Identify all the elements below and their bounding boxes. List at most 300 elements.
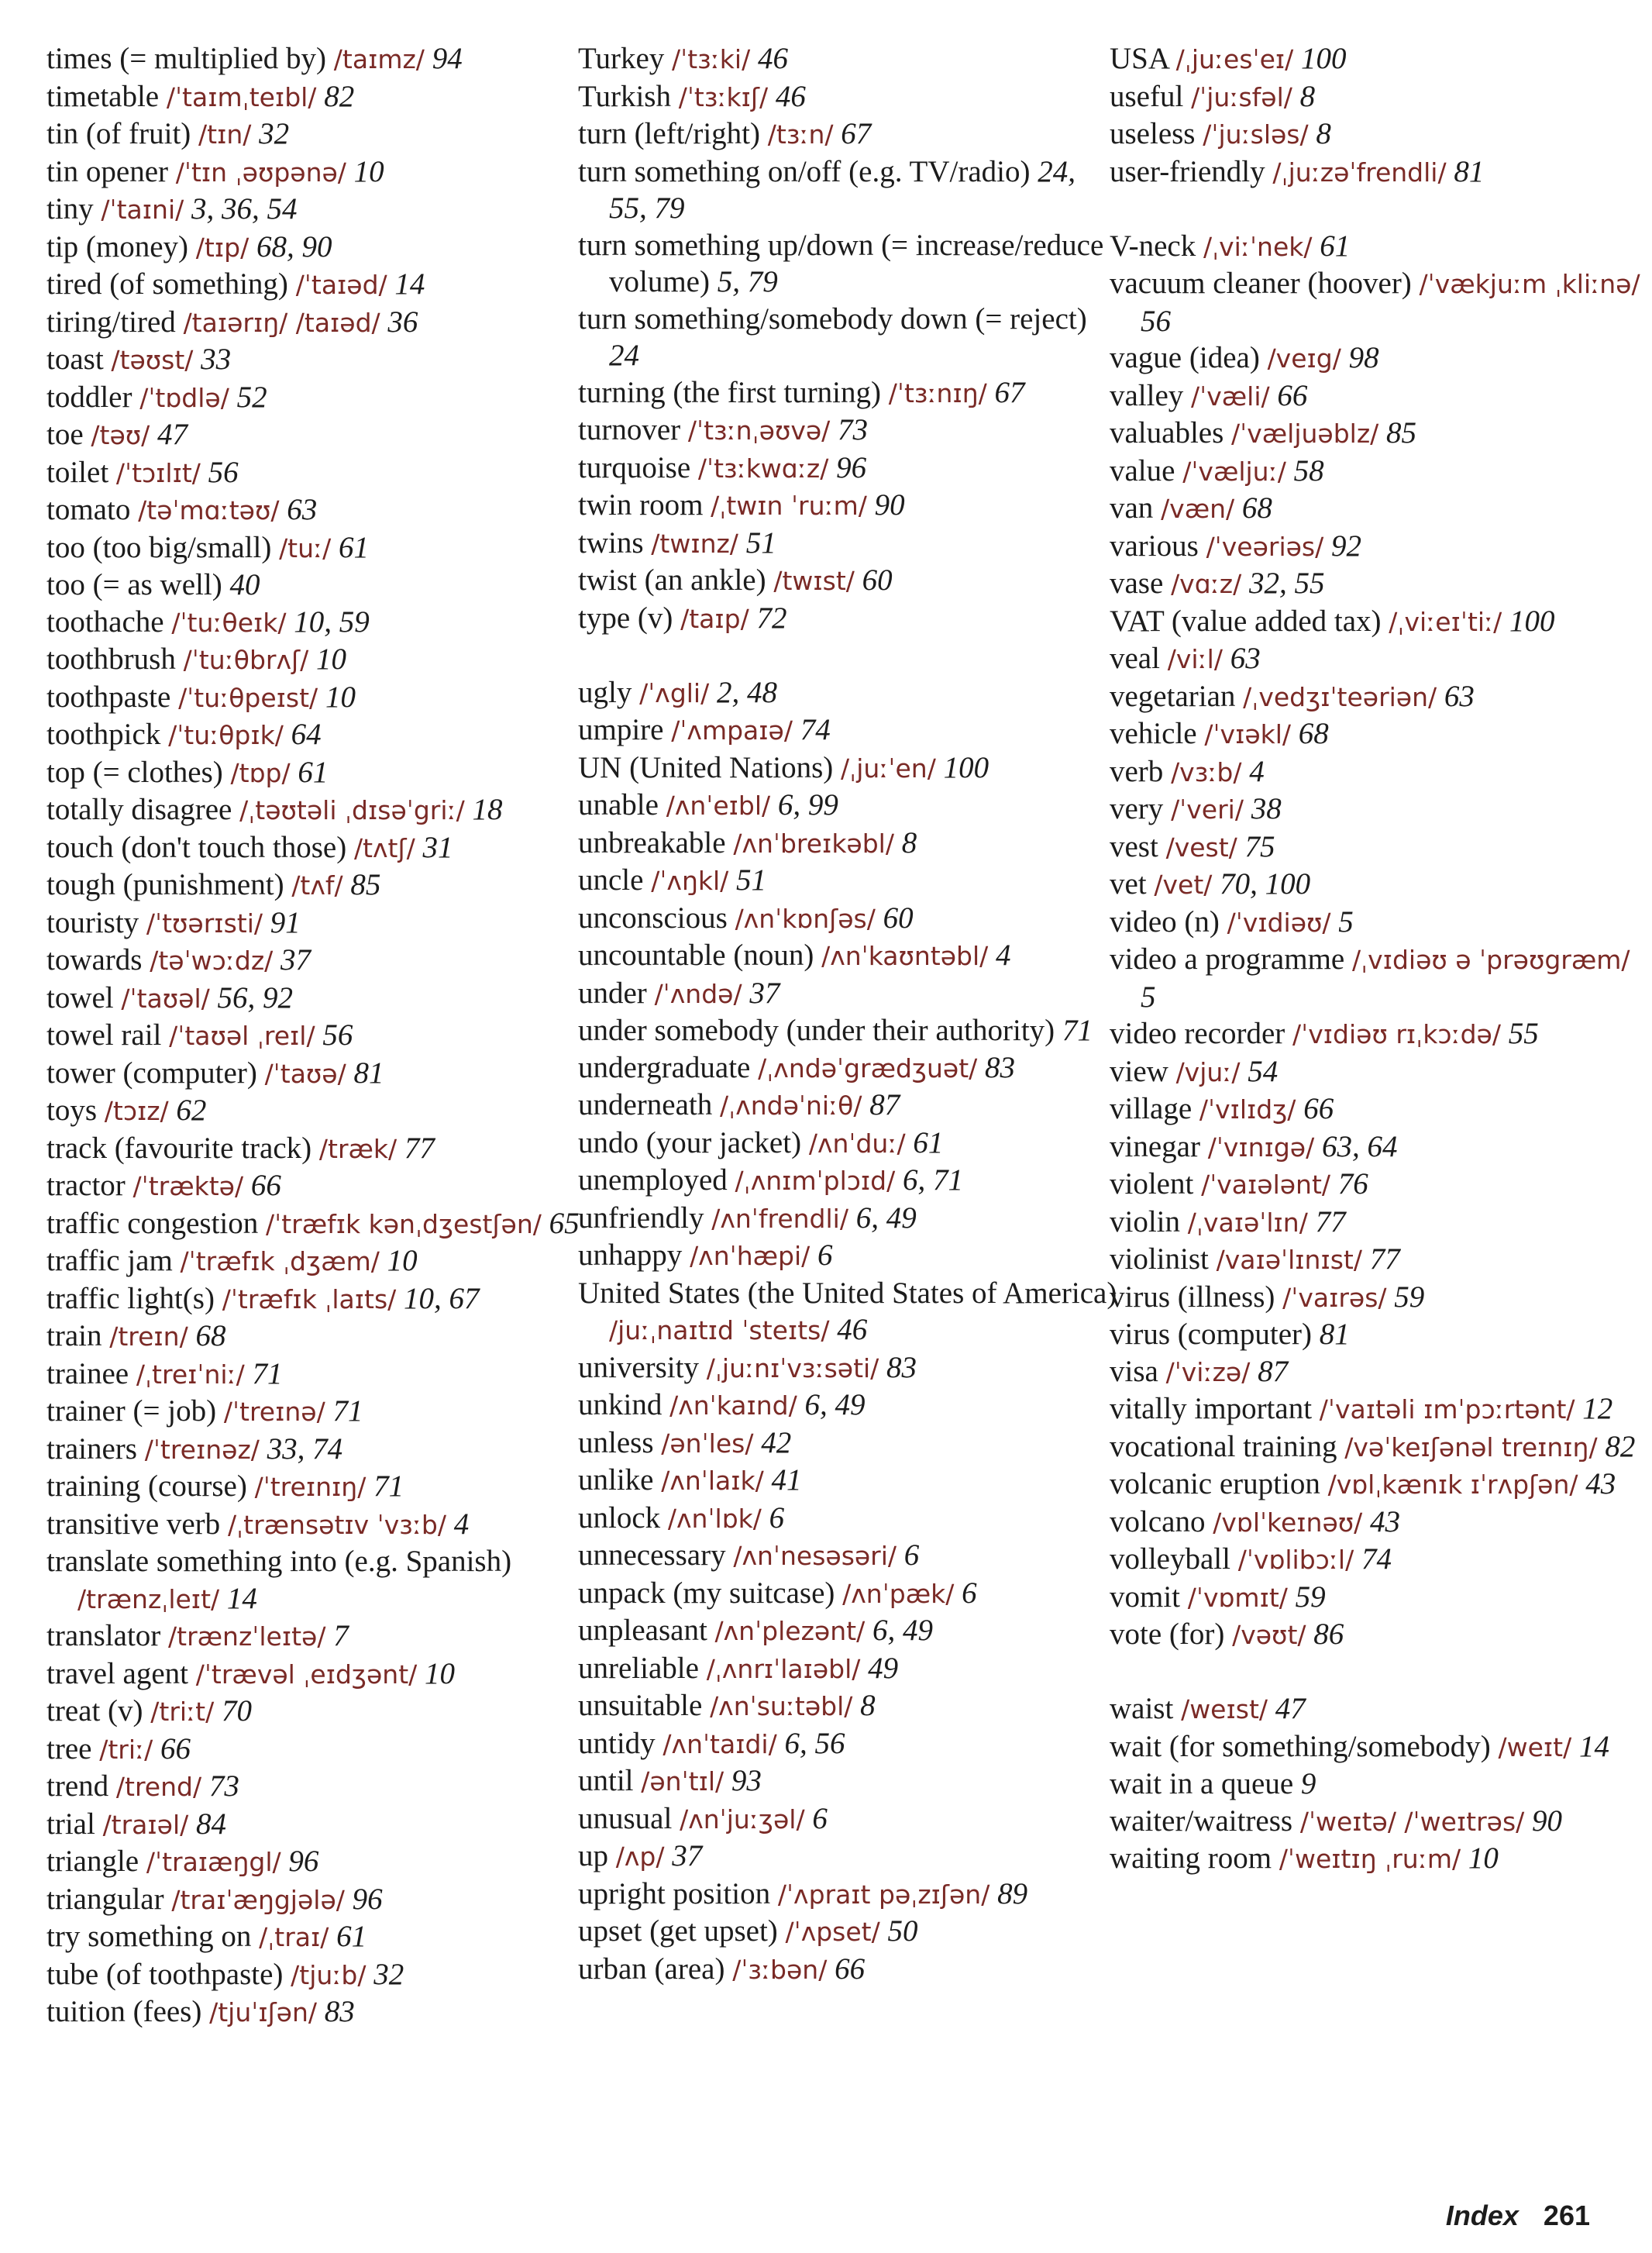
entry-pronunciation: /ˈtɜːnɪŋ/ xyxy=(888,377,987,408)
entry-pronunciation: /ˌʌndəˈniːθ/ xyxy=(720,1090,862,1121)
entry-pages: 87 xyxy=(869,1088,900,1121)
entry-pronunciation: /tɒp/ xyxy=(230,757,291,788)
index-entry xyxy=(46,1693,589,1731)
entry-pages: 6, 49 xyxy=(872,1614,933,1647)
index-entry xyxy=(578,1800,1120,1838)
entry-pages: 63 xyxy=(287,493,318,526)
entry-pronunciation: /ˈtræktə/ xyxy=(133,1171,244,1201)
entry-pronunciation: /veɪg/ xyxy=(1267,343,1341,374)
index-entry xyxy=(1110,115,1652,153)
entry-term: unemployed xyxy=(578,1163,728,1197)
entry-pages: 4 xyxy=(1249,754,1265,788)
entry-pages: 32 xyxy=(259,117,290,150)
entry-pages: 96 xyxy=(352,1882,383,1916)
entry-pronunciation: /ˈvɒmɪt/ xyxy=(1187,1582,1288,1613)
entry-term: user-friendly xyxy=(1110,154,1265,188)
entry-pages: 63, 64 xyxy=(1321,1129,1398,1163)
entry-term: van xyxy=(1110,491,1154,525)
index-entry xyxy=(46,1167,589,1205)
entry-pages: 77 xyxy=(404,1131,435,1165)
entry-pronunciation: /ˈtaʊəl ˌreɪl/ xyxy=(169,1021,315,1051)
index-entry xyxy=(578,562,1120,600)
index-entry xyxy=(578,115,1120,153)
index-entry xyxy=(1110,1015,1652,1053)
entry-term: vitally important xyxy=(1110,1392,1313,1425)
index-entry xyxy=(1110,1279,1652,1317)
index-entry xyxy=(46,1881,589,1919)
entry-pronunciation: /ʌnˈeɪbl/ xyxy=(666,791,771,821)
entry-pronunciation: /ˈvɪlɪdʒ/ xyxy=(1199,1094,1296,1125)
entry-pages: 93 xyxy=(731,1764,762,1797)
entry-pronunciation: /vjuː/ xyxy=(1175,1056,1241,1087)
index-entry xyxy=(46,1806,589,1844)
entry-pronunciation: /tʌtʃ/ xyxy=(353,832,415,863)
entry-term: Turkey xyxy=(578,42,665,75)
entry-pronunciation: /ˈvaɪələnt/ xyxy=(1201,1170,1331,1200)
entry-term: tough (punishment) xyxy=(46,868,284,901)
entry-pronunciation: /vɒlˌkænɪk ɪˈrʌpʃən/ xyxy=(1327,1469,1578,1500)
entry-term: urban (area) xyxy=(578,1952,725,1986)
entry-pronunciation: /tɔɪz/ xyxy=(104,1096,169,1126)
entry-pages: 6 xyxy=(769,1500,785,1535)
entry-term: virus (computer) xyxy=(1110,1318,1313,1351)
entry-term: triangle xyxy=(46,1845,139,1878)
entry-pages: 96 xyxy=(288,1845,319,1878)
entry-term: vomit xyxy=(1110,1580,1181,1614)
entry-term: tiring/tired xyxy=(46,305,176,339)
index-entry xyxy=(46,904,589,942)
index-entry xyxy=(578,1349,1120,1387)
entry-term: toilet xyxy=(46,455,109,489)
entry-pages: 71 xyxy=(332,1394,363,1428)
entry-pages: 51 xyxy=(745,525,776,560)
index-entry xyxy=(46,153,589,191)
entry-pages: 56 xyxy=(208,455,239,489)
entry-pages: 49 xyxy=(868,1651,899,1685)
entry-term: tuition (fees) xyxy=(46,1995,202,2028)
entry-term: VAT (value added tax) xyxy=(1110,604,1382,638)
entry-pages: 61 xyxy=(298,755,329,789)
entry-term: tractor xyxy=(46,1169,126,1202)
entry-pages: 2, 48 xyxy=(716,675,777,709)
entry-term: veal xyxy=(1110,642,1160,675)
entry-term: vehicle xyxy=(1110,717,1197,750)
entry-pages: 46 xyxy=(757,42,788,75)
entry-term: volcanic eruption xyxy=(1110,1467,1320,1500)
entry-pages: 66 xyxy=(160,1731,191,1766)
entry-term: translate something into (e.g. Spanish) xyxy=(46,1545,512,1578)
entry-term: trial xyxy=(46,1807,95,1841)
entry-pronunciation: /ˌtəʊtəli ˌdɪsəˈgriː/ xyxy=(239,795,465,825)
entry-pages: 24 xyxy=(609,339,639,372)
entry-pages: 10 xyxy=(353,154,384,188)
entry-pages: 32, 55 xyxy=(1248,567,1325,600)
entry-pronunciation: /ˌviːˈnek/ xyxy=(1203,231,1313,262)
entry-pronunciation: /traɪˈæŋgjələ/ xyxy=(171,1884,345,1915)
entry-term: verb xyxy=(1110,754,1164,788)
section-gap xyxy=(1110,1654,1652,1691)
index-entry xyxy=(578,900,1120,938)
index-entry xyxy=(1110,1204,1652,1242)
entry-pages: 60 xyxy=(883,901,914,935)
entry-term: waiter/waitress xyxy=(1110,1803,1293,1838)
entry-term: wait (for something/somebody) xyxy=(1110,1729,1491,1763)
entry-term: unlike xyxy=(578,1463,654,1497)
entry-pages: 46 xyxy=(837,1313,868,1346)
entry-term: touch (don't touch those) xyxy=(46,830,347,864)
index-entry xyxy=(578,227,1120,301)
index-entry xyxy=(46,829,589,867)
entry-pronunciation: /ˈtaɪmˌteɪbl/ xyxy=(166,81,317,112)
index-entry xyxy=(46,716,589,754)
entry-pronunciation: /ˌʌndəˈgrædʒuət/ xyxy=(758,1052,978,1083)
index-entry xyxy=(1110,453,1652,491)
entry-pronunciation: /ˈtraɪæŋgl/ xyxy=(146,1847,281,1877)
entry-term: volcano xyxy=(1110,1504,1206,1538)
entry-pronunciation: /ʌnˈjuːʒəl/ xyxy=(680,1803,805,1834)
entry-term: toothbrush xyxy=(46,642,176,676)
index-entry xyxy=(578,1575,1120,1613)
entry-term: vague (idea) xyxy=(1110,341,1260,374)
entry-pages: 10, 59 xyxy=(294,605,370,639)
index-entry xyxy=(46,1655,589,1693)
entry-pronunciation: /vɑːz/ xyxy=(1171,569,1242,599)
entry-term: unnecessary xyxy=(578,1538,726,1572)
entry-pronunciation: /ˈʌpraɪt pəˌzɪʃən/ xyxy=(777,1879,990,1910)
entry-pronunciation: /tɪn/ xyxy=(198,119,252,150)
entry-pages: 63 xyxy=(1230,642,1261,675)
index-entry xyxy=(1110,1579,1652,1617)
index-entry xyxy=(1110,1690,1652,1728)
entry-pronunciation: /ʌnˈkaʊntəbl/ xyxy=(821,941,989,971)
index-entry xyxy=(578,1687,1120,1725)
entry-term: undo (your jacket) xyxy=(578,1125,802,1159)
entry-pronunciation: /ˈvækjuːm ˌkliːnə/ xyxy=(1419,269,1640,299)
entry-pages: 5 xyxy=(1338,904,1354,939)
entry-pages: 59 xyxy=(1295,1580,1326,1614)
entry-term: too (= as well) xyxy=(46,568,222,601)
entry-pronunciation: /ˌtwɪn ˈruːm/ xyxy=(711,491,867,521)
entry-term: valuables xyxy=(1110,416,1224,450)
entry-pronunciation: /ˈveri/ xyxy=(1171,794,1244,825)
entry-pages: 6, 99 xyxy=(777,788,838,822)
entry-term: village xyxy=(1110,1092,1193,1125)
entry-pronunciation: /ˈtaʊəl/ xyxy=(121,983,210,1014)
entry-pronunciation: /ˈʌŋkl/ xyxy=(651,866,729,896)
entry-term: translator xyxy=(46,1619,161,1652)
entry-pages: 61 xyxy=(1320,229,1351,263)
index-entry xyxy=(578,600,1120,638)
entry-pages: 90 xyxy=(874,488,905,522)
entry-term: vegetarian xyxy=(1110,679,1236,713)
entry-pronunciation: /ˈvaɪrəs/ xyxy=(1282,1282,1387,1313)
entry-term: unconscious xyxy=(578,901,728,935)
entry-term: under somebody (under their authority) xyxy=(578,1014,1055,1047)
entry-term: trainee xyxy=(46,1356,129,1390)
entry-pronunciation: /ˌʌnɪmˈplɔɪd/ xyxy=(735,1166,896,1196)
entry-pronunciation: /ˈtɪn ˌəʊpənə/ xyxy=(175,157,346,188)
entry-pages: 86 xyxy=(1313,1617,1344,1651)
entry-pronunciation: /ʌnˈlɒk/ xyxy=(667,1503,762,1534)
entry-pronunciation: /ənˈtɪl/ xyxy=(641,1766,724,1797)
index-entry xyxy=(578,862,1120,900)
entry-term: turnover xyxy=(578,413,681,446)
index-entry xyxy=(1110,78,1652,116)
index-entry xyxy=(46,304,589,342)
index-entry xyxy=(578,1762,1120,1800)
index-entry xyxy=(578,1237,1120,1275)
entry-term: tin opener xyxy=(46,154,169,188)
index-entry xyxy=(578,1838,1120,1876)
entry-pronunciation: /ˈtuːθpɪk/ xyxy=(168,720,284,750)
entry-pages: 68 xyxy=(1298,717,1329,750)
entry-pronunciation: /twɪnz/ xyxy=(651,528,738,559)
entry-pronunciation: /ʌnˈhæpi/ xyxy=(690,1241,811,1271)
entry-pages: 74 xyxy=(1361,1542,1392,1576)
entry-pages: 61 xyxy=(336,1920,367,1953)
index-entry xyxy=(46,40,589,78)
entry-pronunciation: /təˈmɑːtəʊ/ xyxy=(138,495,280,525)
entry-pages: 8 xyxy=(1316,117,1331,150)
entry-term: treat (v) xyxy=(46,1694,143,1728)
entry-term: unable xyxy=(578,788,659,822)
entry-term: uncountable (noun) xyxy=(578,939,814,972)
entry-term: twins xyxy=(578,525,644,560)
index-entry xyxy=(578,1612,1120,1650)
entry-pronunciation: /ˌviːeɪˈtiː/ xyxy=(1389,606,1502,637)
entry-pages: 36 xyxy=(387,305,418,339)
entry-term: trend xyxy=(46,1769,109,1803)
entry-pages: 83 xyxy=(324,1995,355,2028)
index-entry xyxy=(1110,377,1652,415)
index-entry xyxy=(1110,904,1652,942)
entry-pages: 7 xyxy=(333,1619,349,1652)
entry-pronunciation: /tɜːn/ xyxy=(767,119,834,150)
entry-pages: 43 xyxy=(1585,1467,1616,1500)
entry-pages: 8 xyxy=(1299,79,1316,113)
entry-pages: 50 xyxy=(887,1914,918,1948)
entry-pages: 52 xyxy=(236,380,267,414)
entry-term: up xyxy=(578,1839,608,1872)
index-entry xyxy=(46,1993,589,2031)
entry-pages: 8 xyxy=(860,1689,876,1722)
entry-term: turn something up/down (= increase/reduce volume) xyxy=(578,228,1104,298)
entry-pages: 60 xyxy=(862,563,893,597)
index-entry xyxy=(46,1205,589,1243)
entry-term: United States (the United States of America) xyxy=(578,1276,1117,1310)
entry-pages: 73 xyxy=(838,413,869,446)
entry-pages: 59 xyxy=(1394,1280,1425,1314)
index-entry xyxy=(1110,1241,1652,1279)
entry-pronunciation: /ʌnˈpæk/ xyxy=(842,1578,955,1609)
entry-term: tiny xyxy=(46,192,94,226)
entry-pages: 38 xyxy=(1251,792,1282,825)
entry-pages: 41 xyxy=(771,1463,802,1497)
entry-pages: 37 xyxy=(749,976,780,1010)
index-entry xyxy=(578,674,1120,712)
entry-term: useful xyxy=(1110,79,1184,113)
index-entry xyxy=(578,487,1120,525)
index-entry xyxy=(46,754,589,792)
entry-term: untidy xyxy=(578,1726,656,1760)
index-entry xyxy=(46,679,589,717)
index-entry xyxy=(1110,528,1652,566)
entry-pages: 40 xyxy=(229,568,260,601)
entry-pronunciation: /ˈtuːθbrʌʃ/ xyxy=(183,645,309,675)
entry-pages: 10, 67 xyxy=(404,1281,480,1315)
entry-term: turn (left/right) xyxy=(578,117,761,150)
entry-pronunciation: /vɜːb/ xyxy=(1171,756,1242,787)
entry-pages: 72 xyxy=(756,601,787,635)
entry-term: tube (of toothpaste) xyxy=(46,1957,284,1991)
entry-pages: 71 xyxy=(1062,1014,1093,1047)
index-entry xyxy=(1110,1803,1652,1841)
entry-term: valley xyxy=(1110,378,1184,412)
entry-pronunciation: /ənˈles/ xyxy=(661,1428,754,1459)
entry-term: toothache xyxy=(46,605,164,639)
index-entry xyxy=(578,374,1120,412)
entry-pronunciation: /juːˌnaɪtɪd ˈsteɪts/ xyxy=(609,1315,830,1345)
index-entry xyxy=(1110,1390,1652,1428)
entry-pages: 61 xyxy=(339,530,370,564)
index-entry xyxy=(46,1055,589,1093)
entry-pronunciation: /ˈtuːθpeɪst/ xyxy=(178,682,318,713)
index-entry xyxy=(578,1537,1120,1575)
entry-term: vest xyxy=(1110,829,1158,863)
index-entry xyxy=(1110,153,1652,191)
entry-pronunciation: /vəˈkeɪʃənəl treɪnɪŋ/ xyxy=(1344,1431,1598,1462)
index-entry xyxy=(46,491,589,529)
index-entry xyxy=(1110,1428,1652,1466)
entry-pages: 83 xyxy=(886,1350,917,1384)
index-entry xyxy=(46,1543,589,1617)
entry-pronunciation: /ˌtreɪˈniː/ xyxy=(136,1359,245,1390)
entry-pages: 6, 56 xyxy=(784,1726,845,1760)
index-entry xyxy=(46,980,589,1018)
entry-pages: 73 xyxy=(208,1769,239,1803)
entry-pages: 8 xyxy=(901,825,917,860)
entry-pages: 92 xyxy=(1331,529,1361,563)
entry-term: touristy xyxy=(46,905,139,939)
entry-pages: 70 xyxy=(221,1694,252,1728)
entry-pages: 67 xyxy=(994,375,1025,409)
index-entry xyxy=(46,1017,589,1055)
entry-term: visa xyxy=(1110,1354,1158,1388)
entry-pages: 37 xyxy=(280,943,311,977)
entry-pronunciation: /triːt/ xyxy=(150,1697,215,1727)
index-entry xyxy=(578,1913,1120,1951)
entry-pronunciation: /ˈtuːθeɪk/ xyxy=(171,607,287,638)
entry-term: video (n) xyxy=(1110,904,1220,939)
entry-pronunciation: /ʌp/ xyxy=(615,1841,665,1872)
entry-pronunciation: /ˌtraɪ/ xyxy=(259,1922,329,1952)
entry-pronunciation: /ˈtræfɪk ˌdʒæm/ xyxy=(180,1246,380,1276)
index-entry xyxy=(46,1130,589,1168)
entry-pronunciation: /vet/ xyxy=(1154,870,1213,900)
entry-pages: 10 xyxy=(1468,1841,1499,1875)
entry-pronunciation: /tɪp/ xyxy=(195,232,250,263)
entry-pages: 98 xyxy=(1348,341,1379,374)
entry-term: toast xyxy=(46,343,104,376)
entry-pronunciation: /ˌjuːnɪˈvɜːsəti/ xyxy=(706,1352,879,1383)
entry-term: vet xyxy=(1110,867,1147,901)
index-entry xyxy=(578,749,1120,787)
entry-pronunciation: /ˌvɪdiəʊ ə ˈprəʊgræm/ xyxy=(1351,945,1630,975)
entry-pronunciation: /ˈtɜːkɪʃ/ xyxy=(678,81,769,112)
index-entry xyxy=(1110,1466,1652,1504)
entry-pronunciation: /ˈjuːsfəl/ xyxy=(1191,81,1292,112)
entry-pronunciation: /trænzˌleɪt/ xyxy=(77,1583,220,1614)
entry-term: tip (money) xyxy=(46,229,189,264)
index-entry xyxy=(1110,829,1652,866)
index-entry xyxy=(46,1506,589,1544)
index-entry xyxy=(578,1462,1120,1500)
index-entry xyxy=(46,1843,589,1881)
entry-pages: 6, 49 xyxy=(804,1388,866,1421)
footer-label: Index xyxy=(1445,2200,1519,2231)
entry-pages: 6 xyxy=(962,1576,977,1610)
index-entry xyxy=(578,1162,1120,1200)
entry-term: upset (get upset) xyxy=(578,1914,778,1948)
index-entry xyxy=(578,1424,1120,1462)
entry-term: uncle xyxy=(578,863,644,897)
entry-pages: 3, 36, 54 xyxy=(191,192,298,226)
entry-term: unpleasant xyxy=(578,1614,707,1647)
entry-term: wait in a queue xyxy=(1110,1767,1294,1800)
entry-pronunciation: /ˈtɜːkwɑːz/ xyxy=(697,453,829,484)
entry-pronunciation: /ˈvæljuəblz/ xyxy=(1231,419,1379,449)
entry-pages: 55 xyxy=(1508,1017,1539,1050)
entry-pages: 94 xyxy=(432,42,463,75)
entry-term: video a programme xyxy=(1110,942,1345,976)
index-entry xyxy=(46,791,589,829)
entry-pronunciation: /ʌnˈkɒnʃəs/ xyxy=(735,903,876,934)
index-entry xyxy=(1110,565,1652,603)
index-entry xyxy=(46,1318,589,1356)
entry-term: unless xyxy=(578,1425,654,1459)
entry-term: train xyxy=(46,1319,102,1352)
entry-pages: 77 xyxy=(1369,1242,1400,1276)
entry-term: value xyxy=(1110,453,1175,487)
entry-pages: 91 xyxy=(270,905,301,939)
entry-pages: 4 xyxy=(996,939,1011,972)
entry-term: USA xyxy=(1110,42,1168,75)
entry-term: umpire xyxy=(578,713,664,746)
index-entry xyxy=(46,641,589,679)
entry-pronunciation: /træk/ xyxy=(318,1133,398,1164)
index-entry xyxy=(578,825,1120,863)
entry-pronunciation: /ˈvɪdiəʊ rɪˌkɔːdə/ xyxy=(1292,1019,1501,1049)
entry-pronunciation: /trend/ xyxy=(115,1772,202,1802)
index-entry xyxy=(46,115,589,153)
entry-pages: 67 xyxy=(841,117,872,150)
entry-pronunciation: /ˈtræfɪk ˌlaɪts/ xyxy=(222,1283,397,1314)
entry-pronunciation: /ˌjuːzəˈfrendli/ xyxy=(1272,157,1447,188)
entry-pronunciation: /ʌnˈfrendli/ xyxy=(711,1203,848,1234)
entry-pronunciation: /ˈʌgli/ xyxy=(639,677,710,708)
entry-pronunciation: /ˈtaɪəd/ xyxy=(295,270,387,300)
entry-pages: 100 xyxy=(1301,42,1347,75)
index-entry xyxy=(46,1731,589,1769)
entry-term: waiting room xyxy=(1110,1841,1272,1875)
entry-pages: 71 xyxy=(252,1356,283,1390)
entry-term: Turkish xyxy=(578,79,671,113)
index-entry xyxy=(1110,1840,1652,1878)
index-entry xyxy=(578,1500,1120,1538)
index-entry xyxy=(46,1280,589,1318)
index-entry xyxy=(46,78,589,116)
index-entry xyxy=(46,1768,589,1806)
